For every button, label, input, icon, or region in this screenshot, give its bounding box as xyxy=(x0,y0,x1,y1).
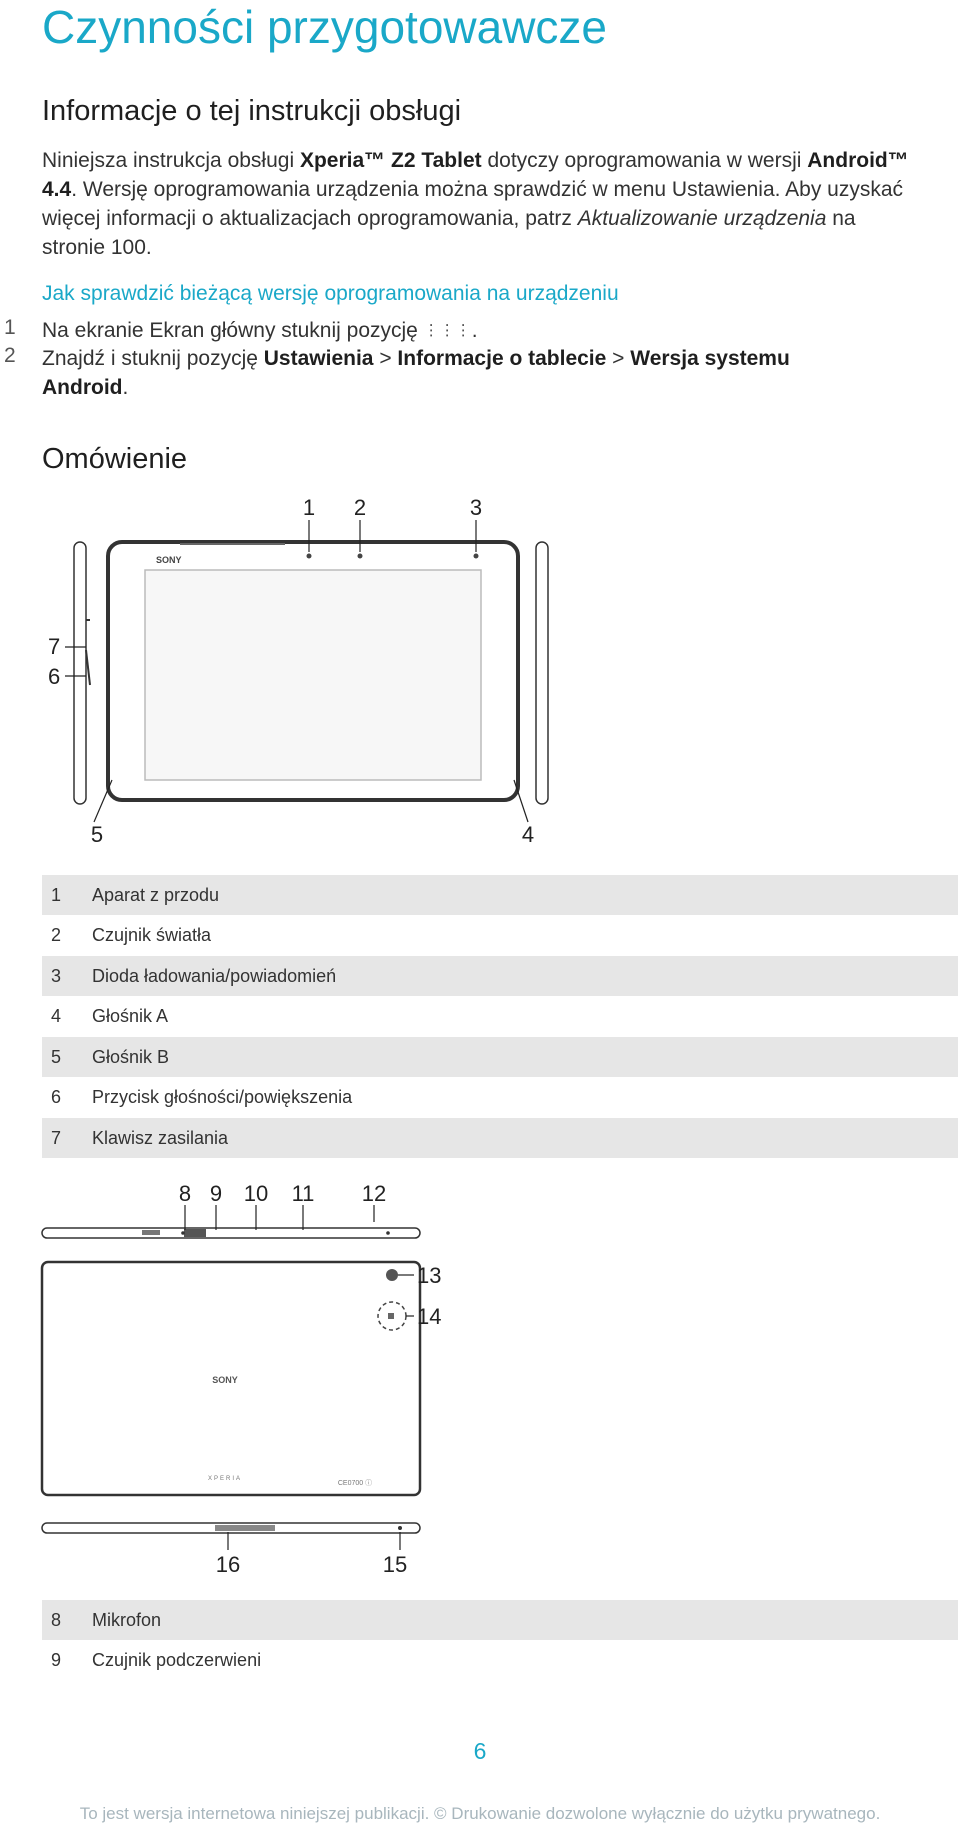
front-camera-dot xyxy=(307,554,312,559)
front-callout-7: 7 xyxy=(48,634,61,659)
led-dot xyxy=(474,554,479,559)
footer-note: To jest wersja internetowa niniejszej publikacji. © Drukowanie dozwolone wyłącznie do użytku prywatnego. xyxy=(79,1804,881,1823)
step-1-text: Na ekranie Ekran główny stuknij pozycję xyxy=(42,319,424,342)
table-row xyxy=(42,956,958,996)
front-callout-1: 1 xyxy=(302,495,316,520)
overview-heading: Omówienie xyxy=(42,443,188,475)
part-number: 2 xyxy=(51,925,62,945)
back-callout-10: 10 xyxy=(243,1181,269,1206)
back-callout-16: 16 xyxy=(215,1552,241,1577)
page-number: 6 xyxy=(473,1738,487,1764)
top-edge-detail-hole xyxy=(386,1231,390,1235)
front-callout-4: 4 xyxy=(521,822,535,847)
menu-about-tablet: Informacje o tablecie xyxy=(397,347,607,370)
menu-settings: Ustawienia xyxy=(263,347,374,370)
part-label: Głośnik B xyxy=(92,1047,170,1067)
table-row xyxy=(42,1640,958,1680)
back-callout-8: 8 xyxy=(178,1181,192,1206)
part-label: Czujnik światła xyxy=(92,925,212,945)
light-sensor-dot xyxy=(358,554,363,559)
android-version: Android™ 4.4 xyxy=(42,149,909,201)
microphone-hole xyxy=(181,1231,185,1235)
part-number: 1 xyxy=(51,885,62,905)
bottom-edge-detail-hole xyxy=(398,1526,402,1530)
product-name: Xperia™ Z2 Tablet xyxy=(299,149,482,172)
table-row xyxy=(42,915,958,955)
separator: > xyxy=(606,347,631,370)
table-row xyxy=(42,1037,958,1077)
page-title: Czynności przygotowawcze xyxy=(42,1,608,53)
step-2-text: Znajdź i stuknij pozycję xyxy=(42,347,264,370)
step-2-end: . xyxy=(122,376,129,399)
part-number: 6 xyxy=(51,1087,62,1107)
callout-line-4 xyxy=(514,780,528,822)
table-row xyxy=(42,875,958,915)
back-model-label: XPERIA xyxy=(207,1476,243,1482)
main-camera xyxy=(386,1269,398,1281)
back-diagram xyxy=(30,1180,480,1580)
callout-line-5 xyxy=(94,780,112,822)
back-brand-label: SONY xyxy=(212,1375,238,1385)
micro-usb-port xyxy=(184,1229,206,1237)
about-heading: Informacje o tej instrukcji obsługi xyxy=(42,95,462,127)
separator: > xyxy=(373,347,398,370)
table-row xyxy=(42,1077,958,1117)
front-brand-label: SONY xyxy=(156,555,182,565)
step-1 xyxy=(42,316,922,345)
front-callout-2: 2 xyxy=(353,495,367,520)
nfc-icon xyxy=(388,1313,394,1319)
part-label: Czujnik podczerwieni xyxy=(92,1650,262,1670)
front-diagram xyxy=(30,490,570,850)
ir-sensor-window xyxy=(142,1230,160,1235)
about-text-1: Niniejsza instrukcja obsługi xyxy=(42,149,300,172)
part-label: Aparat z przodu xyxy=(92,885,220,905)
table-row xyxy=(42,996,958,1036)
part-number: 3 xyxy=(51,966,62,986)
left-side-profile xyxy=(74,542,86,804)
front-callout-3: 3 xyxy=(469,495,483,520)
tablet-screen xyxy=(145,570,481,780)
about-text-3: . Wersję oprogramowania urządzenia można sprawdzić w menu Ustawienia. Aby uzyskać więcej informacji o aktualizacjach oprogramowania, patrz xyxy=(42,178,904,230)
part-label: Przycisk głośności/powiększenia xyxy=(92,1087,353,1107)
part-label: Mikrofon xyxy=(92,1610,162,1630)
menu-android-version: Wersja systemu Android xyxy=(42,347,790,399)
table-row xyxy=(42,1118,958,1158)
step-number-2: 2 xyxy=(4,344,16,367)
front-callout-6: 6 xyxy=(48,664,61,689)
part-label: Klawisz zasilania xyxy=(92,1128,229,1148)
part-number: 5 xyxy=(51,1047,62,1067)
part-number: 4 xyxy=(51,1006,62,1026)
dock-connector xyxy=(215,1525,275,1531)
about-text-4: na stronie 100. xyxy=(42,207,856,259)
step-2 xyxy=(42,344,862,402)
back-callout-15: 15 xyxy=(382,1552,408,1577)
back-callout-13: 13 xyxy=(417,1263,442,1288)
apps-grid-icon: ⋮⋮⋮ xyxy=(423,322,472,339)
update-link[interactable]: Aktualizowanie urządzenia xyxy=(577,207,827,230)
front-callout-5: 5 xyxy=(90,822,104,847)
back-callout-14: 14 xyxy=(417,1304,442,1329)
about-text-2: dotyczy oprogramowania w wersji xyxy=(481,149,808,172)
part-label: Głośnik A xyxy=(92,1006,169,1026)
top-edge-profile xyxy=(42,1228,420,1238)
back-callout-11: 11 xyxy=(291,1181,315,1206)
part-number: 9 xyxy=(51,1650,62,1670)
step-number-1: 1 xyxy=(4,316,16,339)
back-cert-label: CE0700 ⓘ xyxy=(337,1480,373,1487)
right-side-profile xyxy=(536,542,548,804)
back-callout-9: 9 xyxy=(209,1181,223,1206)
part-label: Dioda ładowania/powiadomień xyxy=(92,966,337,986)
part-number: 8 xyxy=(51,1610,62,1630)
part-number: 7 xyxy=(51,1128,62,1148)
back-callout-12: 12 xyxy=(361,1181,387,1206)
howto-title: Jak sprawdzić bieżącą wersję oprogramowania na urządzeniu xyxy=(42,282,619,305)
table-row xyxy=(42,1600,958,1640)
about-paragraph xyxy=(42,146,922,262)
step-1-end: . xyxy=(471,319,478,342)
